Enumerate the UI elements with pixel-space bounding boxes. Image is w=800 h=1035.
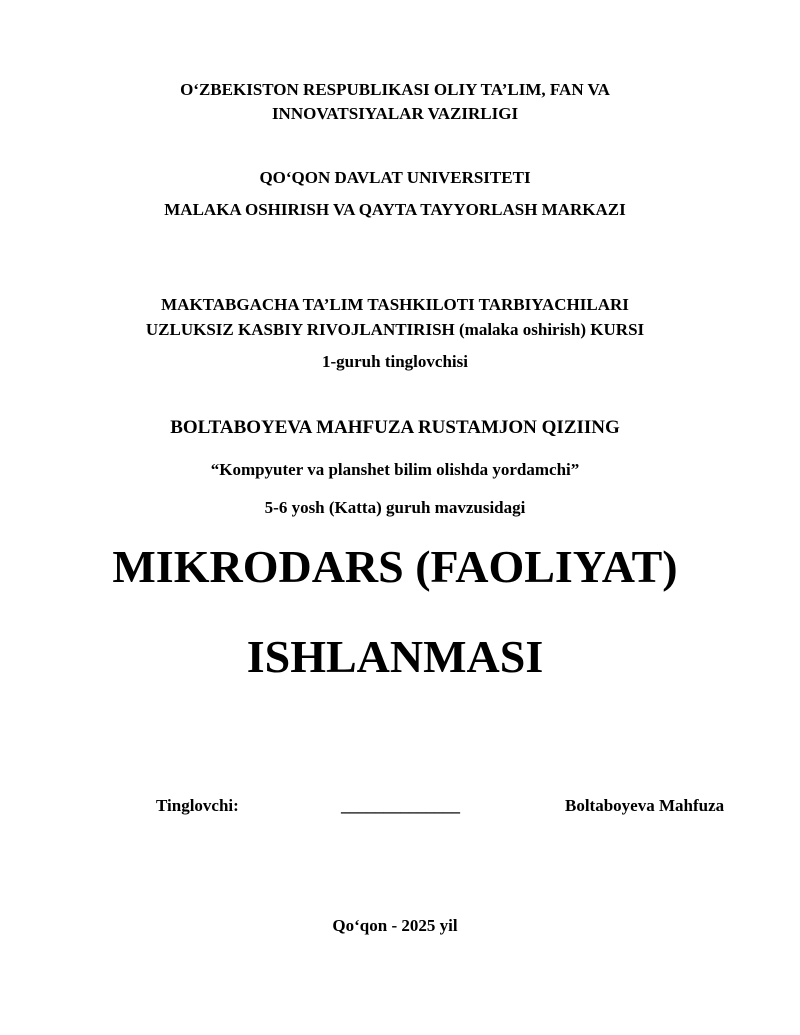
university-name: QO‘QON DAVLAT UNIVERSITETI (259, 168, 531, 187)
lesson-topic: “Kompyuter va planshet bilim olishda yordamchi” (210, 460, 580, 479)
signature-name: Boltaboyeva Mahfuza (565, 796, 725, 815)
age-group: 5-6 yosh (Katta) guruh mavzusidagi (264, 498, 526, 517)
signature-label: Tinglovchi: (156, 796, 239, 815)
signature-blank: ______________ (341, 796, 460, 815)
group-label: 1-guruh tinglovchisi (322, 352, 468, 371)
ministry-line-1: O‘ZBEKISTON RESPUBLIKASI OLIY TA’LIM, FAN VA (180, 80, 610, 99)
document-title-line-1: MIKRODARS (FAOLIYAT) (112, 541, 678, 592)
course-line-1: MAKTABGACHA TA’LIM TASHKILOTI TARBIYACHILARI (161, 295, 629, 314)
course-line-2: UZLUKSIZ KASBIY RIVOJLANTIRISH (malaka oshirish) KURSI (145, 320, 645, 339)
place-and-year: Qo‘qon - 2025 yil (332, 916, 458, 935)
training-center-name: MALAKA OSHIRISH VA QAYTA TAYYORLASH MARKAZI (164, 200, 626, 219)
ministry-line-2: INNOVATSIYALAR VAZIRLIGI (271, 104, 519, 123)
author-full-name: BOLTABOYEVA MAHFUZA RUSTAMJON QIZIING (170, 417, 620, 438)
document-title-line-2: ISHLANMASI (246, 631, 544, 682)
